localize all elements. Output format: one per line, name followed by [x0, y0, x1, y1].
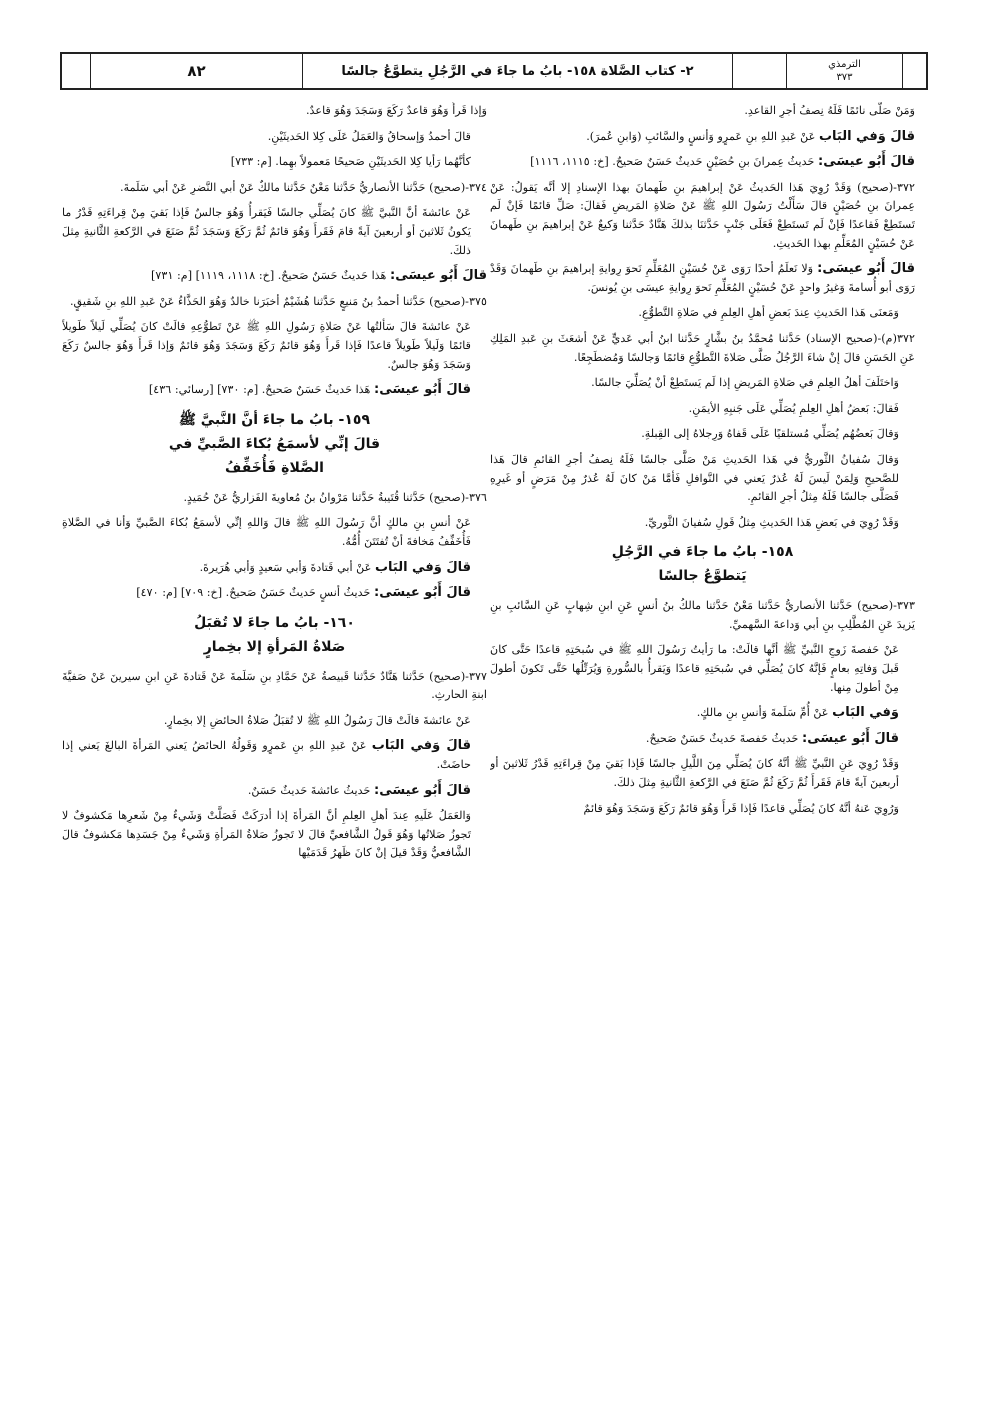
paragraph-text: عَنْ عَبدِ اللهِ بنِ عَمرٍو وَأنسٍ والسَّائبِ (وَابنِ عُمرَ). [586, 129, 819, 143]
paragraph-text: هَذا حَديثٌ حَسَنٌ صَحيحٌ. [خ: ١١١٨، ١١١٩] [م: ٧٣١] [151, 269, 391, 283]
text-paragraph [62, 179, 487, 198]
chapter-heading [62, 611, 487, 659]
text-paragraph [490, 704, 915, 723]
paragraph-text: ٣٧٥-(صحيح) حَدَّثنا أحمدُ بنُ مَنيعٍ حَدَّثنا هُشَيْمٌ أخبَرَنا خالدٌ وَهُوَ الحَذَّاءُ عَنْ عَبدِ اللهِ بنِ شَقيقٍ. [70, 294, 487, 308]
text-paragraph [490, 800, 915, 819]
paragraph-label: قالَ أَبُو عيسَى: [374, 585, 471, 601]
paragraph-text: ٣٧٧-(صحيح) حَدَّثنا هَنَّادٌ حَدَّثنا قَبيصةُ عَنْ حَمَّادِ بنِ سَلَمةَ عَنْ قَتادةَ عَنِ ابنِ سيرينَ عَنْ صَفيَّةَ ابنةِ الحارثِ. [62, 669, 487, 702]
text-paragraph [62, 293, 487, 312]
paragraph-text: عَنْ أُمِّ سَلَمةَ وَأنسِ بنِ مالكٍ. [696, 706, 833, 720]
text-paragraph [490, 330, 915, 367]
paragraph-label: قالَ وَفي البَاب [374, 559, 471, 575]
text-paragraph [62, 204, 487, 260]
text-paragraph [490, 514, 915, 533]
text-paragraph [490, 128, 915, 147]
paragraph-text: عَنْ عائشةَ قالَ سَألتُها عَنْ صَلاةِ رَسُولِ اللهِ ﷺ عَنْ تَطوُّعِهِ قالَتْ كانَ يُصَلِّي لَيلاً طَويلاً قائمًا وَلَيلاً طَويلاً قاعدًا فَإذا قَرأَ وَهُوَ قائمٌ رَكَعَ وَسَجَدَ وَهُوَ قائمٌ وَإذا قَرأَ وَهُوَ جالسٌ رَكَعَ وَسَجَدَ وَهُوَ جالسٌ. [62, 320, 471, 371]
text-paragraph [490, 641, 915, 697]
paragraph-text: وَاختَلَفَ أهلُ العِلمِ في صَلاةِ المَريضِ إذا لَم يَستَطِعْ أنْ يُصَلِّيَ جالسًا. [591, 376, 899, 390]
text-paragraph [62, 782, 487, 801]
paragraph-text: عَنْ عائشةَ قالَتْ قالَ رَسُولُ اللهِ ﷺ لا تُقبَلُ صَلاةُ الحائضِ إلا بخِمارٍ. [163, 713, 471, 727]
text-paragraph [490, 153, 915, 172]
paragraph-label: قالَ أَبُو عيسَى: [390, 268, 487, 284]
text-paragraph [62, 318, 487, 374]
paragraph-text: ٣٧٢-(صحيح) وَقَدْ رُوِيَ هَذا الحَديثُ عَنْ إبراهيمَ بنِ طَهمانَ بهذا الإسنادِ إلا أنَّه يَقولُ: عَنْ عِمرانَ بنِ حُصَيْنٍ قالَ سَأَلْتُ رَسُولَ اللهِ ﷺ عَنْ صَلاةِ المَريضِ فَقالَ: صَلِّ قائمًا فَإنْ لَم تَستَطِعْ فَقاعدًا فَإنْ لَم تَستَطِعْ فَعَلَى جَنْبٍ حَدَّثنَا بذلكَ هَنَّادٌ حَدَّثنا وَكيعٌ عَنْ إبراهيمَ بنِ طَهمانَ عَنْ حُسَيْنٍ المُعَلِّمِ بهذا الحَديثِ. [490, 180, 915, 250]
book-name: الترمذي [828, 59, 861, 70]
text-paragraph [490, 425, 915, 444]
paragraph-label: قالَ أَبُو عيسَى: [817, 261, 915, 277]
text-paragraph [490, 374, 915, 393]
text-paragraph [62, 128, 487, 147]
text-paragraph [62, 102, 487, 121]
paragraph-text: كأنَّهُما رَأيا كِلا الحَديثَيْنِ صَحيحًا مَعمولاً بهِما. [م: ٧٣٣] [230, 155, 471, 169]
text-paragraph [490, 260, 915, 297]
paragraph-label: قالَ أَبُو عيسَى: [374, 782, 471, 798]
text-paragraph [490, 755, 915, 792]
paragraph-label: وَفي البَاب [832, 705, 899, 721]
header-spacer [732, 54, 786, 88]
text-paragraph [490, 304, 915, 323]
paragraph-label: قالَ وَفي البَاب [371, 738, 471, 754]
text-paragraph [490, 451, 915, 507]
chapter-heading-line: يَتطوَّعُ جالسًا [658, 568, 747, 585]
text-paragraph [62, 514, 487, 551]
right-text-column [490, 102, 915, 1392]
paragraph-text: وَرُوِيَ عَنهُ أنَّهُ كانَ يُصَلِّي قاعدًا فَإذا قَرأَ وَهُوَ قائمٌ رَكَعَ وَسَجَدَ وَهُوَ قائمٌ [583, 801, 899, 815]
paragraph-text: حَديثُ عائشةَ حَديثٌ حَسَنٌ. [247, 783, 375, 797]
text-paragraph [62, 489, 487, 508]
paragraph-text: ٣٧٣-(صحيح) حَدَّثنا الأنصاريُّ حَدَّثنا مَعْنٌ حَدَّثنا مالكُ بنُ أنسٍ عَنِ ابنِ شِهابٍ عَنِ السَّائبِ بنِ يَزيدَ عَنِ المُطَّلِبِ بنِ أبي وَداعةَ السَّهميِّ. [490, 599, 915, 631]
paragraph-text: وَالعَمَلُ عَلَيهِ عِندَ أهلِ العِلمِ أنَّ المَرأةَ إذا أدرَكَتْ فَصَلَّتْ وَشَيءٌ مِنْ شَعرِها مَكشوفٌ لا تَجوزُ صَلاتُها وَهُوَ قَولُ الشَّافعيِّ قالَ لا تَجوزُ صَلاةُ المَرأةِ وَشَيءٌ مِنْ جَسَدِها مَكشوفٌ قالَ الشَّافعيُّ وَقَدْ قيلَ إنْ كانَ ظَهرُ قَدَمَيْها [62, 809, 471, 860]
text-paragraph [62, 153, 487, 172]
header-corner-left [62, 54, 90, 88]
text-paragraph [490, 597, 915, 634]
header-corner-right [902, 54, 926, 88]
paragraph-text: قالَ أحمدُ وَإسحاقُ وَالعَمَلُ عَلَى كِلا الحَديثَيْنِ. [267, 129, 471, 143]
book-info [786, 54, 902, 88]
paragraph-text: فَقالَ: بَعضُ أهلِ العِلمِ يُصَلِّي عَلَى جَنبِهِ الأيمَنِ. [688, 401, 899, 415]
chapter-heading [490, 540, 915, 588]
paragraph-text: حَديثُ عِمرانَ بنِ حُصَيْنٍ حَديثٌ حَسَنٌ صَحيحٌ. [خ: ١١١٥، ١١١٦] [530, 155, 819, 169]
paragraph-text: ٣٧٢(م)-(صحيح الإسناد) حَدَّثنا مُحمَّدُ بنُ بشَّارٍ حَدَّثنا ابنُ أبي عَديٍّ عَنْ أشعَثَ بنِ عَبدِ المَلِكِ عَنِ الحَسَنِ قالَ إنْ شاءَ الرَّجُلُ صَلَّى صَلاةَ التَّطوُّعِ قائمًا وَجالسًا وَمُضطَجِعًا. [490, 331, 915, 364]
paragraph-text: وَقالَ بَعضُهُم يُصَلِّي مُستلقيًا عَلَى قَفاهُ وَرِجلاهُ إلى القِبلةِ. [641, 427, 899, 441]
paragraph-text: هَذا حَديثٌ حَسَنٌ صَحيحٌ. [م: ٧٣٠] [رسائي: ٤٣٦] [148, 383, 375, 397]
paragraph-label: قالَ أَبُو عيسَى: [802, 730, 899, 746]
paragraph-text: عَنْ عَبدِ اللهِ بنِ عَمرٍو وَقَولُهُ الحائضُ يَعني المَرأةَ البالغَ يَعني إذا حاضَتْ. [62, 739, 471, 772]
chapter-heading-line: قالَ إنِّي لأسمَعُ بُكاءَ الصَّبيِّ في [168, 435, 381, 452]
paragraph-text: وَمَنْ صَلَّى نائمًا فَلَهُ نِصفُ أجرِ القاعدِ. [744, 104, 915, 117]
paragraph-text: وَقَدْ رُوِيَ في بَعضِ هَذا الحَديثِ مِثلُ قَولِ سُفيانَ الثَّوريِّ. [644, 515, 899, 529]
chapter-heading-line: ١٦٠- بابُ ما جاءَ لا تُقبَلُ [194, 614, 355, 631]
paragraph-text: وَقالَ سُفيانُ الثَّوريُّ في هَذا الحَديثِ مَنْ صَلَّى جالسًا فَلَهُ نِصفُ أجرِ القائمِ قالَ هَذا للصَّحيحِ وَلِمَنْ لَيسَ لَهُ عُذرٌ يَعني في النَّوافلِ فَأمَّا مَنْ كانَ لَهُ عُذرٌ مِنْ مَرَضٍ أو غَيرِهِ فَصَلَّى جالسًا فَلَهُ مِثلُ أجرِ القائمِ. [490, 452, 899, 504]
text-paragraph [490, 400, 915, 419]
chapter-heading [62, 408, 487, 480]
page-number: ٨٢ [90, 54, 302, 88]
paragraph-label: قالَ أَبُو عيسَى: [374, 382, 471, 398]
chapter-heading-line: صَلاةُ المَرأةِ إلا بخِمارٍ [203, 638, 346, 655]
paragraph-text: عَنْ أنسِ بنِ مالكٍ أنَّ رَسُولَ اللهِ ﷺ قالَ وَاللهِ إنِّي لأسمَعُ بُكاءَ الصَّبيِّ وَأنا في الصَّلاةِ فَأُخَفِّفُ مَخافةَ أنْ تُفتَتَنَ أُمُّهُ. [62, 516, 471, 548]
paragraph-text: عَنْ أبي قَتادةَ وَأبي سَعيدٍ وَأبي هُرَيرةَ. [199, 560, 375, 574]
text-paragraph [490, 102, 915, 121]
paragraph-text: حَديثُ أنسٍ حَديثٌ حَسَنٌ صَحيحٌ. [خ: ٧٠٩] [م: ٤٧٠] [136, 586, 375, 600]
running-title: ٢- كتاب الصَّلاة ١٥٨- بابُ ما جاءَ في الرَّجُلِ يتطوَّعُ جالسًا [302, 54, 732, 88]
paragraph-label: قالَ أَبُو عيسَى: [818, 154, 915, 170]
paragraph-text: وَإذا قَرأَ وَهُوَ قاعدٌ رَكَعَ وَسَجَدَ وَهُوَ قاعدٌ. [305, 104, 487, 117]
text-paragraph [62, 668, 487, 705]
page-header [60, 52, 928, 90]
chapter-heading-line: الصَّلاةِ فَأُخَفِّفُ [225, 459, 324, 476]
chapter-heading-line: ١٥٨- بابُ ما جاءَ في الرَّجُلِ [611, 544, 794, 561]
text-paragraph [490, 179, 915, 253]
text-paragraph [490, 730, 915, 749]
paragraph-text: عَنْ حَفصةَ زَوجِ النَّبيِّ ﷺ أنَّها قالَتْ: ما رَأيتُ رَسُولَ اللهِ ﷺ في سُبحَتِهِ قاعدًا حَتَّى كانَ قَبلَ وَفاتِهِ بعامٍ فَإنَّهُ كانَ يُصَلِّي في سُبحَتِهِ قاعدًا وَيَقرأُ بالسُّورةِ وَيُرَتِّلُها حَتَّى تَكونَ أطولَ مِنْ أطولَ مِنها. [490, 643, 899, 694]
paragraph-label: قالَ وَفي البَاب [818, 128, 915, 144]
text-paragraph [62, 807, 487, 863]
left-text-column [62, 102, 487, 1392]
text-paragraph [62, 381, 487, 400]
paragraph-text: وَمَعنَى هَذا الحَديثِ عِندَ بَعضِ أهلِ العِلمِ في صَلاةِ التَّطوُّعِ. [638, 306, 899, 320]
text-paragraph [62, 584, 487, 603]
text-paragraph [62, 737, 487, 774]
book-volume: ٣٧٣ [836, 72, 853, 83]
paragraph-text: وَقَدْ رُوِيَ عَنِ النَّبيِّ ﷺ أنَّهُ كانَ يُصَلِّي مِنَ اللَّيلِ جالسًا فَإذا بَقيَ مِنْ قِراءَتِهِ قَدْرُ ثَلاثينَ أو أربعينَ آيةً قامَ فَقَرأَ ثُمَّ رَكَعَ ثُمَّ صَنَعَ في الرَّكعةِ الثَّانيةِ مِثلَ ذلكَ. [490, 757, 899, 790]
chapter-heading-line: ١٥٩- بابُ ما جاءَ أنَّ النَّبيَّ ﷺ [178, 411, 370, 428]
paragraph-text: ٣٧٦-(صحيح) حَدَّثنا قُتَيبةُ حَدَّثنا مَرْوانُ بنُ مُعاويةَ الفَزاريُّ عَنْ حُمَيدٍ. [183, 490, 487, 504]
text-paragraph [62, 559, 487, 578]
paragraph-text: عَنْ عائشةَ أنَّ النَّبيَّ ﷺ كانَ يُصَلِّي جالسًا فَيَقرأُ وَهُوَ جالسٌ فَإذا بَقيَ مِنْ قِراءَتِهِ قَدْرُ ما يَكونُ ثَلاثينَ أو أربعينَ آيةً قامَ فَقَرأَ وَهُوَ قائمٌ ثُمَّ رَكَعَ وَسَجَدَ ثُمَّ صَنَعَ في الرَّكعةِ الثَّانيةِ مِثلَ ذلكَ. [62, 206, 471, 257]
paragraph-text: ٣٧٤-(صحيح) حَدَّثنا الأنصاريُّ حَدَّثنا مَعْنٌ حَدَّثنا مالكٌ عَنْ أبي النَّضرِ عَنْ أبي سَلَمةَ. [120, 180, 487, 194]
paragraph-text: وَلا نَعلَمُ أحدًا رَوَى عَنْ حُسَيْنٍ المُعَلِّمِ نَحوَ رِوايةِ إبراهيمَ بنِ طَهمانَ وَقَدْ رَوَى أبو أُسامةَ وَغيرُ واحدٍ عَنْ حُسَيْنٍ المُعَلِّمِ نَحوَ رِوايةِ عيسَى بنِ يُونسَ. [490, 262, 915, 294]
text-paragraph [62, 267, 487, 286]
text-paragraph [62, 712, 487, 731]
paragraph-text: حَديثُ حَفصةَ حَديثٌ حَسَنٌ صَحيحٌ. [645, 731, 803, 745]
